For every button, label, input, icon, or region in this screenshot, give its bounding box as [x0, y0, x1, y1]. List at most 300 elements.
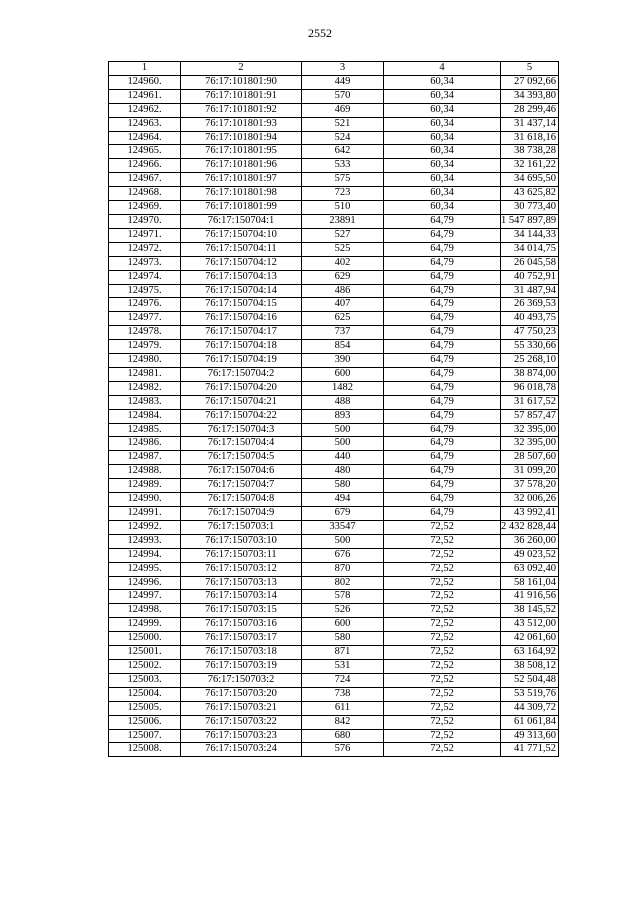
- rate-cell: 64,79: [384, 256, 501, 270]
- value-cell: 31 617,52: [501, 395, 559, 409]
- area-cell: 870: [302, 562, 384, 576]
- value-cell: 47 750,23: [501, 326, 559, 340]
- cadastral-number-cell: 76:17:150704:20: [181, 381, 302, 395]
- row-number-cell: 124977.: [109, 312, 181, 326]
- value-cell: 28 507,60: [501, 451, 559, 465]
- table-row: [109, 201, 559, 215]
- table-row: [109, 507, 559, 521]
- table-row: [109, 646, 559, 660]
- rate-cell: 72,52: [384, 729, 501, 743]
- cadastral-number-cell: 76:17:150703:13: [181, 576, 302, 590]
- row-number-cell: 124998.: [109, 604, 181, 618]
- value-cell: 34 695,50: [501, 173, 559, 187]
- row-number-cell: 124970.: [109, 214, 181, 228]
- table-row: [109, 298, 559, 312]
- value-cell: 1 547 897,89: [501, 214, 559, 228]
- registry-table: [108, 61, 559, 757]
- area-cell: 440: [302, 451, 384, 465]
- value-cell: 31 099,20: [501, 465, 559, 479]
- table-body: [109, 75, 559, 756]
- table-row: [109, 576, 559, 590]
- rate-cell: 60,34: [384, 75, 501, 89]
- row-number-cell: 124976.: [109, 298, 181, 312]
- table-row: [109, 173, 559, 187]
- area-cell: 737: [302, 326, 384, 340]
- column-header-4: 4: [384, 62, 501, 76]
- rate-cell: 64,79: [384, 507, 501, 521]
- value-cell: 96 018,78: [501, 381, 559, 395]
- row-number-cell: 124992.: [109, 520, 181, 534]
- row-number-cell: 124964.: [109, 131, 181, 145]
- row-number-cell: 124995.: [109, 562, 181, 576]
- cadastral-number-cell: 76:17:150704:16: [181, 312, 302, 326]
- rate-cell: 72,52: [384, 673, 501, 687]
- rate-cell: 60,34: [384, 159, 501, 173]
- cadastral-number-cell: 76:17:150703:19: [181, 659, 302, 673]
- area-cell: 525: [302, 242, 384, 256]
- cadastral-number-cell: 76:17:150704:6: [181, 465, 302, 479]
- table-header: [109, 62, 559, 76]
- area-cell: 680: [302, 729, 384, 743]
- table-row: [109, 659, 559, 673]
- rate-cell: 64,79: [384, 437, 501, 451]
- cadastral-number-cell: 76:17:150704:22: [181, 409, 302, 423]
- table-row: [109, 632, 559, 646]
- area-cell: 600: [302, 367, 384, 381]
- rate-cell: 64,79: [384, 479, 501, 493]
- cadastral-number-cell: 76:17:150703:17: [181, 632, 302, 646]
- cadastral-number-cell: 76:17:150704:5: [181, 451, 302, 465]
- table-row: [109, 312, 559, 326]
- value-cell: 52 504,48: [501, 673, 559, 687]
- table-row: [109, 354, 559, 368]
- cadastral-number-cell: 76:17:150704:18: [181, 340, 302, 354]
- table-row: [109, 214, 559, 228]
- area-cell: 33547: [302, 520, 384, 534]
- rate-cell: 72,52: [384, 743, 501, 757]
- table-row: [109, 479, 559, 493]
- area-cell: 676: [302, 548, 384, 562]
- rate-cell: 60,34: [384, 187, 501, 201]
- row-number-cell: 124962.: [109, 103, 181, 117]
- column-header-5: 5: [501, 62, 559, 76]
- area-cell: 469: [302, 103, 384, 117]
- row-number-cell: 125004.: [109, 687, 181, 701]
- table-row: [109, 423, 559, 437]
- rate-cell: 72,52: [384, 632, 501, 646]
- row-number-cell: 124983.: [109, 395, 181, 409]
- rate-cell: 64,79: [384, 270, 501, 284]
- cadastral-number-cell: 76:17:101801:91: [181, 89, 302, 103]
- area-cell: 524: [302, 131, 384, 145]
- table-row: [109, 493, 559, 507]
- row-number-cell: 124967.: [109, 173, 181, 187]
- value-cell: 43 512,00: [501, 618, 559, 632]
- area-cell: 738: [302, 687, 384, 701]
- cadastral-number-cell: 76:17:150704:19: [181, 354, 302, 368]
- value-cell: 57 857,47: [501, 409, 559, 423]
- cadastral-number-cell: 76:17:150704:4: [181, 437, 302, 451]
- cadastral-number-cell: 76:17:101801:95: [181, 145, 302, 159]
- rate-cell: 64,79: [384, 354, 501, 368]
- value-cell: 38 738,28: [501, 145, 559, 159]
- table-row: [109, 145, 559, 159]
- row-number-cell: 125005.: [109, 701, 181, 715]
- row-number-cell: 124991.: [109, 507, 181, 521]
- cadastral-number-cell: 76:17:150703:11: [181, 548, 302, 562]
- row-number-cell: 124988.: [109, 465, 181, 479]
- row-number-cell: 124993.: [109, 534, 181, 548]
- rate-cell: 72,52: [384, 576, 501, 590]
- area-cell: 642: [302, 145, 384, 159]
- area-cell: 521: [302, 117, 384, 131]
- table-row: [109, 159, 559, 173]
- row-number-cell: 124985.: [109, 423, 181, 437]
- table-row: [109, 673, 559, 687]
- value-cell: 43 625,82: [501, 187, 559, 201]
- rate-cell: 60,34: [384, 89, 501, 103]
- value-cell: 53 519,76: [501, 687, 559, 701]
- area-cell: 407: [302, 298, 384, 312]
- cadastral-number-cell: 76:17:150703:14: [181, 590, 302, 604]
- row-number-cell: 124978.: [109, 326, 181, 340]
- row-number-cell: 125001.: [109, 646, 181, 660]
- row-number-cell: 124975.: [109, 284, 181, 298]
- cadastral-number-cell: 76:17:150703:16: [181, 618, 302, 632]
- area-cell: 842: [302, 715, 384, 729]
- rate-cell: 64,79: [384, 409, 501, 423]
- value-cell: 63 092,40: [501, 562, 559, 576]
- table-row: [109, 326, 559, 340]
- table-row: [109, 701, 559, 715]
- rate-cell: 64,79: [384, 367, 501, 381]
- area-cell: 679: [302, 507, 384, 521]
- area-cell: 802: [302, 576, 384, 590]
- value-cell: 26 369,53: [501, 298, 559, 312]
- rate-cell: 60,34: [384, 201, 501, 215]
- value-cell: 41 771,52: [501, 743, 559, 757]
- area-cell: 893: [302, 409, 384, 423]
- row-number-cell: 124981.: [109, 367, 181, 381]
- value-cell: 55 330,66: [501, 340, 559, 354]
- value-cell: 41 916,56: [501, 590, 559, 604]
- value-cell: 61 061,84: [501, 715, 559, 729]
- row-number-cell: 124989.: [109, 479, 181, 493]
- row-number-cell: 124999.: [109, 618, 181, 632]
- value-cell: 38 145,52: [501, 604, 559, 618]
- rate-cell: 64,79: [384, 214, 501, 228]
- table-row: [109, 228, 559, 242]
- row-number-cell: 124966.: [109, 159, 181, 173]
- cadastral-number-cell: 76:17:150704:17: [181, 326, 302, 340]
- cadastral-number-cell: 76:17:150703:24: [181, 743, 302, 757]
- cadastral-number-cell: 76:17:150704:11: [181, 242, 302, 256]
- rate-cell: 64,79: [384, 228, 501, 242]
- row-number-cell: 124986.: [109, 437, 181, 451]
- rate-cell: 72,52: [384, 562, 501, 576]
- rate-cell: 64,79: [384, 298, 501, 312]
- rate-cell: 60,34: [384, 145, 501, 159]
- row-number-cell: 124982.: [109, 381, 181, 395]
- row-number-cell: 125008.: [109, 743, 181, 757]
- area-cell: 486: [302, 284, 384, 298]
- table-row: [109, 131, 559, 145]
- area-cell: 1482: [302, 381, 384, 395]
- table-row: [109, 89, 559, 103]
- table-row: [109, 75, 559, 89]
- value-cell: 31 437,14: [501, 117, 559, 131]
- table-row: [109, 242, 559, 256]
- area-cell: 580: [302, 632, 384, 646]
- area-cell: 500: [302, 437, 384, 451]
- table-row: [109, 117, 559, 131]
- row-number-cell: 125006.: [109, 715, 181, 729]
- value-cell: 27 092,66: [501, 75, 559, 89]
- rate-cell: 72,52: [384, 520, 501, 534]
- value-cell: 31 487,94: [501, 284, 559, 298]
- table-row: [109, 548, 559, 562]
- table-row: [109, 715, 559, 729]
- rate-cell: 72,52: [384, 646, 501, 660]
- column-header-1: 1: [109, 62, 181, 76]
- cadastral-number-cell: 76:17:101801:90: [181, 75, 302, 89]
- cadastral-number-cell: 76:17:150704:21: [181, 395, 302, 409]
- page-number: 2552: [308, 26, 332, 40]
- value-cell: 43 992,41: [501, 507, 559, 521]
- area-cell: 488: [302, 395, 384, 409]
- area-cell: 527: [302, 228, 384, 242]
- cadastral-number-cell: 76:17:150704:15: [181, 298, 302, 312]
- table-row: [109, 590, 559, 604]
- table-row: [109, 465, 559, 479]
- row-number-cell: 124960.: [109, 75, 181, 89]
- area-cell: 580: [302, 479, 384, 493]
- rate-cell: 72,52: [384, 687, 501, 701]
- value-cell: 26 045,58: [501, 256, 559, 270]
- value-cell: 2 432 828,44: [501, 520, 559, 534]
- value-cell: 38 508,12: [501, 659, 559, 673]
- rate-cell: 64,79: [384, 381, 501, 395]
- row-number-cell: 124965.: [109, 145, 181, 159]
- value-cell: 40 752,91: [501, 270, 559, 284]
- cadastral-number-cell: 76:17:101801:93: [181, 117, 302, 131]
- rate-cell: 72,52: [384, 534, 501, 548]
- value-cell: 49 023,52: [501, 548, 559, 562]
- table-row: [109, 187, 559, 201]
- table-row: [109, 604, 559, 618]
- table-row: [109, 395, 559, 409]
- area-cell: 531: [302, 659, 384, 673]
- table-row: [109, 743, 559, 757]
- rate-cell: 64,79: [384, 312, 501, 326]
- row-number-cell: 124996.: [109, 576, 181, 590]
- rate-cell: 64,79: [384, 284, 501, 298]
- area-cell: 723: [302, 187, 384, 201]
- area-cell: 533: [302, 159, 384, 173]
- table-row: [109, 534, 559, 548]
- area-cell: 494: [302, 493, 384, 507]
- rate-cell: 60,34: [384, 117, 501, 131]
- cadastral-number-cell: 76:17:150704:9: [181, 507, 302, 521]
- row-number-cell: 124971.: [109, 228, 181, 242]
- row-number-cell: 124963.: [109, 117, 181, 131]
- table-row: [109, 367, 559, 381]
- value-cell: 42 061,60: [501, 632, 559, 646]
- area-cell: 402: [302, 256, 384, 270]
- row-number-cell: 124968.: [109, 187, 181, 201]
- cadastral-number-cell: 76:17:150703:23: [181, 729, 302, 743]
- value-cell: 32 006,26: [501, 493, 559, 507]
- row-number-cell: 125000.: [109, 632, 181, 646]
- cadastral-number-cell: 76:17:150703:21: [181, 701, 302, 715]
- rate-cell: 64,79: [384, 242, 501, 256]
- cadastral-number-cell: 76:17:150704:14: [181, 284, 302, 298]
- value-cell: 58 161,04: [501, 576, 559, 590]
- cadastral-number-cell: 76:17:150704:3: [181, 423, 302, 437]
- cadastral-number-cell: 76:17:150704:13: [181, 270, 302, 284]
- cadastral-number-cell: 76:17:150703:20: [181, 687, 302, 701]
- value-cell: 28 299,46: [501, 103, 559, 117]
- area-cell: 578: [302, 590, 384, 604]
- area-cell: 510: [302, 201, 384, 215]
- rate-cell: 72,52: [384, 604, 501, 618]
- area-cell: 449: [302, 75, 384, 89]
- row-number-cell: 125007.: [109, 729, 181, 743]
- value-cell: 32 395,00: [501, 437, 559, 451]
- value-cell: 38 874,00: [501, 367, 559, 381]
- cadastral-number-cell: 76:17:101801:94: [181, 131, 302, 145]
- area-cell: 23891: [302, 214, 384, 228]
- row-number-cell: 124979.: [109, 340, 181, 354]
- row-number-cell: 124972.: [109, 242, 181, 256]
- cadastral-number-cell: 76:17:150704:10: [181, 228, 302, 242]
- cadastral-number-cell: 76:17:150703:1: [181, 520, 302, 534]
- table-row: [109, 256, 559, 270]
- column-header-3: 3: [302, 62, 384, 76]
- row-number-cell: 124973.: [109, 256, 181, 270]
- cadastral-number-cell: 76:17:101801:98: [181, 187, 302, 201]
- row-number-cell: 124987.: [109, 451, 181, 465]
- cadastral-number-cell: 76:17:101801:96: [181, 159, 302, 173]
- area-cell: 629: [302, 270, 384, 284]
- table-row: [109, 270, 559, 284]
- value-cell: 34 393,80: [501, 89, 559, 103]
- cadastral-number-cell: 76:17:150704:8: [181, 493, 302, 507]
- table-row: [109, 687, 559, 701]
- value-cell: 30 773,40: [501, 201, 559, 215]
- area-cell: 611: [302, 701, 384, 715]
- value-cell: 32 395,00: [501, 423, 559, 437]
- table-row: [109, 381, 559, 395]
- value-cell: 36 260,00: [501, 534, 559, 548]
- rate-cell: 72,52: [384, 618, 501, 632]
- cadastral-number-cell: 76:17:150704:12: [181, 256, 302, 270]
- rate-cell: 64,79: [384, 326, 501, 340]
- table-row: [109, 284, 559, 298]
- row-number-cell: 124997.: [109, 590, 181, 604]
- rate-cell: 64,79: [384, 395, 501, 409]
- cadastral-number-cell: 76:17:150703:22: [181, 715, 302, 729]
- area-cell: 625: [302, 312, 384, 326]
- rate-cell: 60,34: [384, 103, 501, 117]
- rate-cell: 72,52: [384, 659, 501, 673]
- row-number-cell: 124984.: [109, 409, 181, 423]
- value-cell: 63 164,92: [501, 646, 559, 660]
- cadastral-number-cell: 76:17:150703:15: [181, 604, 302, 618]
- area-cell: 500: [302, 534, 384, 548]
- cadastral-number-cell: 76:17:150704:1: [181, 214, 302, 228]
- cadastral-number-cell: 76:17:150703:12: [181, 562, 302, 576]
- rate-cell: 64,79: [384, 465, 501, 479]
- cadastral-number-cell: 76:17:101801:99: [181, 201, 302, 215]
- area-cell: 576: [302, 743, 384, 757]
- rate-cell: 64,79: [384, 340, 501, 354]
- value-cell: 40 493,75: [501, 312, 559, 326]
- rate-cell: 72,52: [384, 590, 501, 604]
- cadastral-number-cell: 76:17:150703:10: [181, 534, 302, 548]
- table-row: [109, 520, 559, 534]
- area-cell: 500: [302, 423, 384, 437]
- table-row: [109, 340, 559, 354]
- area-cell: 390: [302, 354, 384, 368]
- value-cell: 34 144,33: [501, 228, 559, 242]
- area-cell: 871: [302, 646, 384, 660]
- table-row: [109, 437, 559, 451]
- area-cell: 724: [302, 673, 384, 687]
- value-cell: 25 268,10: [501, 354, 559, 368]
- value-cell: 34 014,75: [501, 242, 559, 256]
- table-row: [109, 103, 559, 117]
- area-cell: 480: [302, 465, 384, 479]
- cadastral-number-cell: 76:17:101801:92: [181, 103, 302, 117]
- rate-cell: 64,79: [384, 451, 501, 465]
- rate-cell: 64,79: [384, 423, 501, 437]
- area-cell: 600: [302, 618, 384, 632]
- row-number-cell: 124990.: [109, 493, 181, 507]
- rate-cell: 60,34: [384, 131, 501, 145]
- rate-cell: 60,34: [384, 173, 501, 187]
- table-row: [109, 409, 559, 423]
- value-cell: 49 313,60: [501, 729, 559, 743]
- value-cell: 44 309,72: [501, 701, 559, 715]
- row-number-cell: 124961.: [109, 89, 181, 103]
- value-cell: 32 161,22: [501, 159, 559, 173]
- cadastral-number-cell: 76:17:150704:2: [181, 367, 302, 381]
- area-cell: 575: [302, 173, 384, 187]
- row-number-cell: 125002.: [109, 659, 181, 673]
- row-number-cell: 124974.: [109, 270, 181, 284]
- value-cell: 37 578,20: [501, 479, 559, 493]
- cadastral-number-cell: 76:17:101801:97: [181, 173, 302, 187]
- table-row: [109, 618, 559, 632]
- row-number-cell: 124994.: [109, 548, 181, 562]
- cadastral-number-cell: 76:17:150704:7: [181, 479, 302, 493]
- table-row: [109, 451, 559, 465]
- column-header-2: 2: [181, 62, 302, 76]
- table-row: [109, 562, 559, 576]
- cadastral-number-cell: 76:17:150703:18: [181, 646, 302, 660]
- table-row: [109, 729, 559, 743]
- rate-cell: 72,52: [384, 701, 501, 715]
- row-number-cell: 125003.: [109, 673, 181, 687]
- header-row: [109, 62, 559, 76]
- area-cell: 854: [302, 340, 384, 354]
- area-cell: 526: [302, 604, 384, 618]
- row-number-cell: 124969.: [109, 201, 181, 215]
- row-number-cell: 124980.: [109, 354, 181, 368]
- rate-cell: 64,79: [384, 493, 501, 507]
- rate-cell: 72,52: [384, 715, 501, 729]
